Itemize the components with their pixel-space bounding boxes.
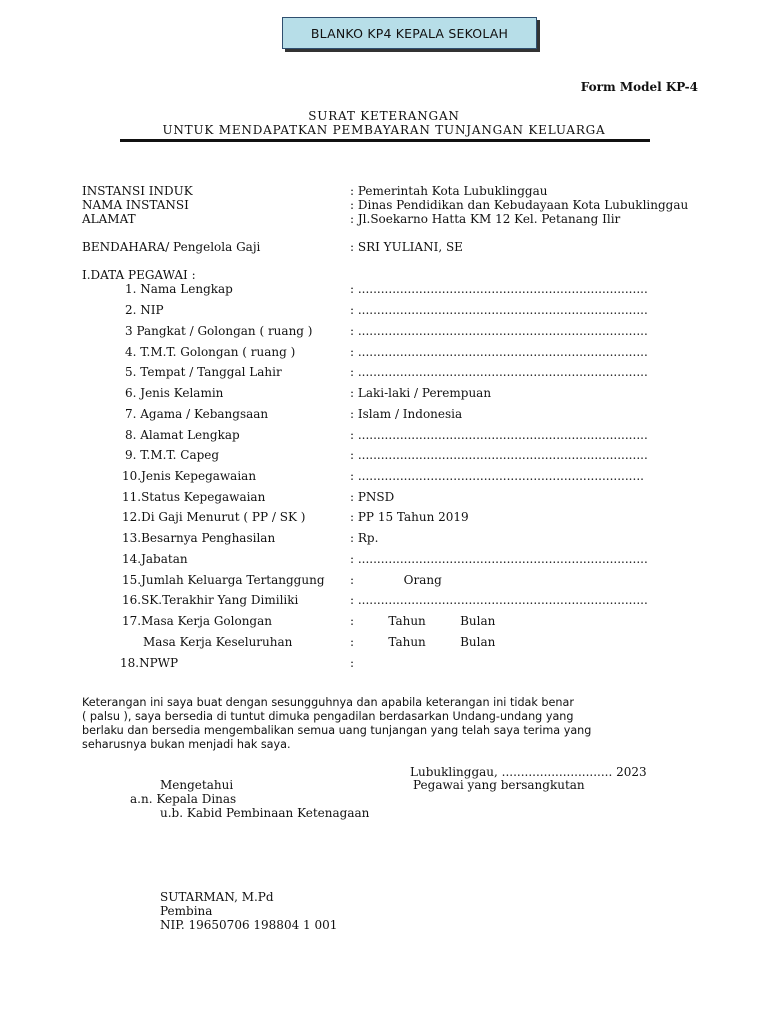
field-label: 8. Alamat Lengkap [125,428,240,442]
statement-line: seharusnya bukan menjadi hak saya. [82,738,291,751]
field-label: Masa Kerja Keseluruhan [143,635,293,649]
field-value: : Tahun Bulan [350,635,496,649]
field-value: : ............................................................................ [350,448,648,462]
field-value: : ............................................................................ [350,428,648,442]
field-label: 3 Pangkat / Golongan ( ruang ) [125,324,313,338]
alamat-value: : Jl.Soekarno Hatta KM 12 Kel. Petanang Ilir [350,212,621,226]
employee-signature-label: Pegawai yang bersangkutan [413,778,585,792]
field-value: : ............................................................................ [350,345,648,359]
field-value: : Tahun Bulan [350,614,496,628]
field-label: 17.Masa Kerja Golongan [122,614,272,628]
field-value: : ............................................................................ [350,324,648,338]
field-value: : ............................................................................ [350,303,648,317]
field-value: : Islam / Indonesia [350,407,463,421]
field-label: 18.NPWP [120,656,179,670]
statement-line: ( palsu ), saya bersedia di tuntut dimuka pengadilan berdasarkan Undang-undang yang [82,710,574,723]
field-value: : Rp. [350,531,379,545]
field-value: : ............................................................................ [350,282,648,296]
field-label: 14.Jabatan [122,552,188,566]
field-label: 16.SK.Terakhir Yang Dimiliki [122,593,299,607]
field-value: : ............................................................................ [350,552,648,566]
field-value: : ........................................................................... [350,469,644,483]
section-heading: I.DATA PEGAWAI : [82,268,196,282]
header-title-box: BLANKO KP4 KEPALA SEKOLAH [282,17,537,49]
statement-paragraph [82,696,622,752]
instansi-induk-value: : Pemerintah Kota Lubuklinggau [350,184,548,198]
alamat-label: ALAMAT [82,212,136,226]
bendahara-label: BENDAHARA/ Pengelola Gaji [82,240,261,254]
place-date: Lubuklinggau, ............................. 2023 [410,765,647,779]
form-model-label: Form Model KP-4 [580,80,698,94]
field-label: 12.Di Gaji Menurut ( PP / SK ) [122,510,306,524]
statement-line: berlaku dan bersedia mengembalikan semua uang tunjangan yang telah saya terima yang [82,724,592,737]
document-subtitle: UNTUK MENDAPATKAN PEMBAYARAN TUNJANGAN KELUARGA [162,123,606,137]
field-value: : ............................................................................ [350,593,648,607]
field-value: : Laki-laki / Perempuan [350,386,492,400]
field-label: 1. Nama Lengkap [125,282,233,296]
field-label: 15.Jumlah Keluarga Tertanggung [122,573,325,587]
nama-instansi-value: : Dinas Pendidikan dan Kebudayaan Kota Lubuklinggau [350,198,689,212]
field-value: : PP 15 Tahun 2019 [350,510,469,524]
nama-instansi-label: NAMA INSTANSI [82,198,189,212]
bendahara-value: : SRI YULIANI, SE [350,240,463,254]
field-label: 7. Agama / Kebangsaan [125,407,269,421]
instansi-induk-label: INSTANSI INDUK [82,184,193,198]
an-kepala-dinas: a.n. Kepala Dinas [130,792,237,806]
field-label: 10.Jenis Kepegawaian [122,469,257,483]
title-underline [120,139,650,142]
field-label: 5. Tempat / Tanggal Lahir [125,365,282,379]
document-title: SURAT KETERANGAN [308,109,460,123]
field-label: 13.Besarnya Penghasilan [122,531,276,545]
field-value: : PNSD [350,490,395,504]
statement-line: Keterangan ini saya buat dengan sesungguhnya dan apabila keterangan ini tidak benar [82,696,574,709]
field-value: : [350,656,355,670]
field-value: : ............................................................................ [350,365,648,379]
field-label: 2. NIP [125,303,164,317]
field-label: 4. T.M.T. Golongan ( ruang ) [125,345,296,359]
field-label: 6. Jenis Kelamin [125,386,224,400]
mengetahui-label: Mengetahui [160,778,234,792]
ub-kabid: u.b. Kabid Pembinaan Ketenagaan [160,806,370,820]
official-name: SUTARMAN, M.Pd [160,890,274,904]
field-label: 11.Status Kepegawaian [122,490,266,504]
field-value: : Orang [350,573,442,587]
field-label: 9. T.M.T. Capeg [125,448,220,462]
official-nip: NIP. 19650706 198804 1 001 [160,918,338,932]
official-rank: Pembina [160,904,213,918]
